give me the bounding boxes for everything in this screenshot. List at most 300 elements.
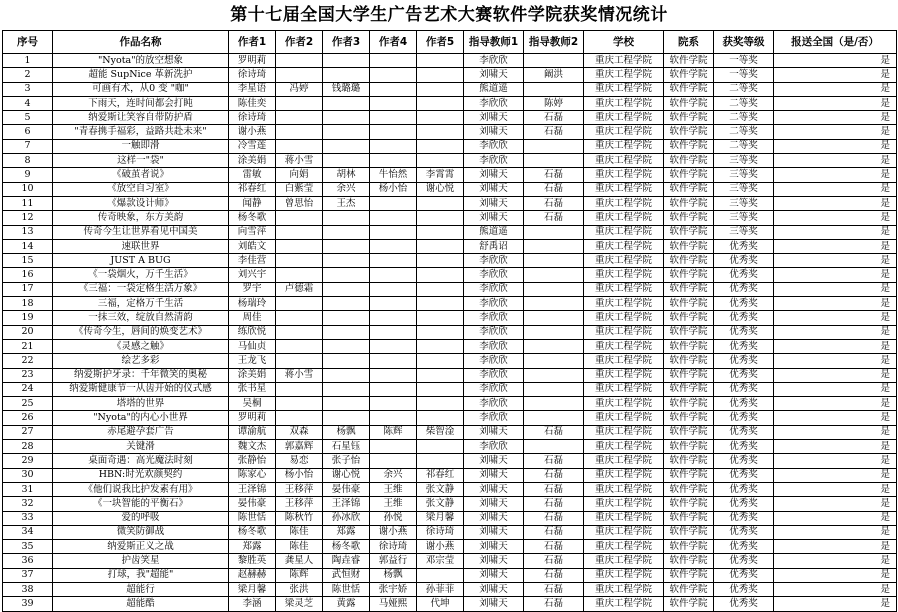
cell-advisor2: 石磊	[524, 525, 584, 539]
cell-author1: 罗宇	[229, 282, 276, 296]
cell-award-level: 优秀奖	[714, 582, 774, 596]
cell-advisor2	[524, 339, 584, 353]
cell-department: 软件学院	[664, 497, 714, 511]
cell-department: 软件学院	[664, 482, 714, 496]
cell-national-submission: 是	[774, 211, 897, 225]
cell-index: 23	[3, 368, 53, 382]
cell-advisor1: 熊道遥	[464, 225, 524, 239]
cell-author3	[323, 54, 370, 68]
cell-department: 软件学院	[664, 368, 714, 382]
cell-advisor1: 李欣欣	[464, 440, 524, 454]
cell-index: 1	[3, 54, 53, 68]
cell-author4	[370, 96, 417, 110]
cell-school: 重庆工程学院	[584, 511, 664, 525]
cell-author2: 陈佳	[276, 540, 323, 554]
cell-department: 软件学院	[664, 454, 714, 468]
table-row	[3, 111, 897, 125]
cell-author5	[417, 196, 464, 210]
cell-work-title: 一触即滑	[53, 139, 229, 153]
table-row	[3, 482, 897, 496]
cell-department: 软件学院	[664, 540, 714, 554]
cell-school: 重庆工程学院	[584, 368, 664, 382]
cell-author4: 王维	[370, 497, 417, 511]
cell-national-submission: 是	[774, 282, 897, 296]
cell-award-level: 优秀奖	[714, 540, 774, 554]
cell-advisor2	[524, 297, 584, 311]
table-row	[3, 254, 897, 268]
cell-author2: 梁灵芝	[276, 597, 323, 611]
cell-advisor1: 李欣欣	[464, 254, 524, 268]
cell-award-level: 三等奖	[714, 182, 774, 196]
header-school: 学校	[584, 31, 664, 54]
cell-school: 重庆工程学院	[584, 554, 664, 568]
cell-author3: 余兴	[323, 182, 370, 196]
cell-national-submission: 是	[774, 397, 897, 411]
cell-author1: 张静怡	[229, 454, 276, 468]
cell-award-level: 优秀奖	[714, 497, 774, 511]
cell-author4: 张宇娇	[370, 582, 417, 596]
cell-author2: 曾思怡	[276, 196, 323, 210]
cell-index: 38	[3, 582, 53, 596]
cell-award-level: 三等奖	[714, 225, 774, 239]
cell-school: 重庆工程学院	[584, 425, 664, 439]
cell-department: 软件学院	[664, 168, 714, 182]
header-advisor2: 指导教师2	[524, 31, 584, 54]
table-row	[3, 497, 897, 511]
cell-award-level: 优秀奖	[714, 411, 774, 425]
cell-school: 重庆工程学院	[584, 196, 664, 210]
cell-award-level: 三等奖	[714, 168, 774, 182]
cell-index: 37	[3, 568, 53, 582]
cell-national-submission: 是	[774, 597, 897, 611]
cell-author5	[417, 568, 464, 582]
table-row	[3, 568, 897, 582]
cell-author5	[417, 368, 464, 382]
cell-advisor1: 李欣欣	[464, 382, 524, 396]
cell-author5	[417, 82, 464, 96]
cell-advisor1: 李欣欣	[464, 282, 524, 296]
cell-author2: 蒋小雪	[276, 368, 323, 382]
cell-author4	[370, 268, 417, 282]
cell-author5: 徐诗琦	[417, 525, 464, 539]
cell-school: 重庆工程学院	[584, 597, 664, 611]
cell-author1: 刘兴宇	[229, 268, 276, 282]
table-row	[3, 397, 897, 411]
cell-author2	[276, 239, 323, 253]
cell-author1: 王泽锦	[229, 482, 276, 496]
table-row	[3, 511, 897, 525]
table-row	[3, 554, 897, 568]
cell-advisor2	[524, 311, 584, 325]
table-row	[3, 339, 897, 353]
cell-work-title: 《灵感之触》	[53, 339, 229, 353]
cell-advisor2	[524, 54, 584, 68]
cell-author3: 胡林	[323, 168, 370, 182]
cell-school: 重庆工程学院	[584, 540, 664, 554]
table-row	[3, 182, 897, 196]
cell-advisor2: 石磊	[524, 196, 584, 210]
cell-advisor1: 刘啸天	[464, 568, 524, 582]
cell-author5	[417, 139, 464, 153]
cell-author4	[370, 282, 417, 296]
cell-national-submission: 是	[774, 368, 897, 382]
cell-advisor1: 刘啸天	[464, 540, 524, 554]
cell-award-level: 优秀奖	[714, 297, 774, 311]
cell-author5: 张文静	[417, 497, 464, 511]
cell-national-submission: 是	[774, 96, 897, 110]
cell-author3	[323, 239, 370, 253]
cell-advisor2	[524, 368, 584, 382]
cell-award-level: 优秀奖	[714, 440, 774, 454]
cell-author4	[370, 139, 417, 153]
cell-author4	[370, 196, 417, 210]
table-row	[3, 196, 897, 210]
cell-author2: 郭嘉辉	[276, 440, 323, 454]
cell-school: 重庆工程学院	[584, 268, 664, 282]
cell-author1: 练欣悦	[229, 325, 276, 339]
cell-award-level: 优秀奖	[714, 511, 774, 525]
cell-school: 重庆工程学院	[584, 111, 664, 125]
cell-school: 重庆工程学院	[584, 82, 664, 96]
cell-award-level: 优秀奖	[714, 382, 774, 396]
cell-author5	[417, 68, 464, 82]
cell-index: 31	[3, 482, 53, 496]
cell-advisor2: 阚洪	[524, 68, 584, 82]
cell-author3: 晏伟豪	[323, 482, 370, 496]
cell-author1: 杨瑞玲	[229, 297, 276, 311]
cell-author2: 冯婷	[276, 82, 323, 96]
cell-advisor1: 刘啸天	[464, 468, 524, 482]
cell-author3	[323, 111, 370, 125]
cell-school: 重庆工程学院	[584, 68, 664, 82]
cell-author1: 梁月馨	[229, 582, 276, 596]
cell-author5: 柴智淦	[417, 425, 464, 439]
cell-author4	[370, 211, 417, 225]
cell-award-level: 优秀奖	[714, 368, 774, 382]
cell-work-title: 《他们说我比护发素有用》	[53, 482, 229, 496]
cell-author3	[323, 297, 370, 311]
cell-school: 重庆工程学院	[584, 497, 664, 511]
cell-index: 25	[3, 397, 53, 411]
cell-author1: 周佳	[229, 311, 276, 325]
cell-author2	[276, 96, 323, 110]
cell-national-submission: 是	[774, 254, 897, 268]
cell-index: 36	[3, 554, 53, 568]
cell-author2: 卢德霜	[276, 282, 323, 296]
cell-author5: 谢心悦	[417, 182, 464, 196]
cell-school: 重庆工程学院	[584, 182, 664, 196]
cell-author1: 张书星	[229, 382, 276, 396]
cell-work-title: 《一块智能的平衡石》	[53, 497, 229, 511]
cell-author2	[276, 54, 323, 68]
cell-department: 软件学院	[664, 225, 714, 239]
cell-author1: 马仙贞	[229, 339, 276, 353]
header-author3: 作者3	[323, 31, 370, 54]
cell-department: 软件学院	[664, 425, 714, 439]
cell-author5	[417, 297, 464, 311]
cell-author2: 张洪	[276, 582, 323, 596]
table-row	[3, 68, 897, 82]
cell-author2: 易恋	[276, 454, 323, 468]
cell-national-submission: 是	[774, 468, 897, 482]
cell-index: 27	[3, 425, 53, 439]
cell-work-title: 《放空自习室》	[53, 182, 229, 196]
cell-index: 18	[3, 297, 53, 311]
cell-author2	[276, 111, 323, 125]
cell-index: 13	[3, 225, 53, 239]
cell-advisor2: 石磊	[524, 597, 584, 611]
cell-author3	[323, 411, 370, 425]
cell-author3: 张子怡	[323, 454, 370, 468]
cell-author5	[417, 397, 464, 411]
cell-school: 重庆工程学院	[584, 354, 664, 368]
cell-award-level: 优秀奖	[714, 239, 774, 253]
cell-advisor2	[524, 225, 584, 239]
cell-author3: 王杰	[323, 196, 370, 210]
cell-advisor2: 石磊	[524, 568, 584, 582]
table-row	[3, 368, 897, 382]
cell-work-title: 超能酷	[53, 597, 229, 611]
cell-index: 12	[3, 211, 53, 225]
cell-author4: 余兴	[370, 468, 417, 482]
cell-author2	[276, 325, 323, 339]
cell-author1: 陈家心	[229, 468, 276, 482]
cell-award-level: 三等奖	[714, 211, 774, 225]
cell-index: 17	[3, 282, 53, 296]
cell-advisor2	[524, 411, 584, 425]
cell-school: 重庆工程学院	[584, 168, 664, 182]
cell-advisor1: 刘啸天	[464, 182, 524, 196]
cell-author2: 陈秋竹	[276, 511, 323, 525]
cell-department: 软件学院	[664, 397, 714, 411]
cell-author5: 李霄霄	[417, 168, 464, 182]
cell-author4: 陈辉	[370, 425, 417, 439]
cell-author1: 杨冬歌	[229, 211, 276, 225]
cell-school: 重庆工程学院	[584, 225, 664, 239]
cell-award-level: 优秀奖	[714, 311, 774, 325]
cell-advisor1: 李欣欣	[464, 54, 524, 68]
header-author5: 作者5	[417, 31, 464, 54]
cell-author4	[370, 154, 417, 168]
cell-advisor2: 石磊	[524, 482, 584, 496]
cell-award-level: 优秀奖	[714, 268, 774, 282]
cell-national-submission: 是	[774, 411, 897, 425]
cell-author3	[323, 225, 370, 239]
cell-school: 重庆工程学院	[584, 582, 664, 596]
cell-advisor1: 刘啸天	[464, 211, 524, 225]
header-author4: 作者4	[370, 31, 417, 54]
cell-work-title: 关键滑	[53, 440, 229, 454]
cell-national-submission: 是	[774, 168, 897, 182]
cell-author4	[370, 68, 417, 82]
table-row	[3, 154, 897, 168]
cell-award-level: 三等奖	[714, 154, 774, 168]
cell-author3	[323, 368, 370, 382]
cell-author1: 李星语	[229, 82, 276, 96]
cell-advisor1: 刘啸天	[464, 168, 524, 182]
cell-index: 3	[3, 82, 53, 96]
cell-school: 重庆工程学院	[584, 468, 664, 482]
cell-author1: 罗明莉	[229, 54, 276, 68]
cell-department: 软件学院	[664, 382, 714, 396]
cell-national-submission: 是	[774, 425, 897, 439]
cell-author3	[323, 397, 370, 411]
cell-author3	[323, 125, 370, 139]
table-row	[3, 268, 897, 282]
cell-author2: 蒋小雪	[276, 154, 323, 168]
cell-award-level: 二等奖	[714, 111, 774, 125]
cell-author1: 刘皓文	[229, 239, 276, 253]
cell-work-title: "Nyota"的放空想象	[53, 54, 229, 68]
cell-work-title: 超能 SupNice 革新洗护	[53, 68, 229, 82]
cell-national-submission: 是	[774, 482, 897, 496]
cell-school: 重庆工程学院	[584, 382, 664, 396]
cell-award-level: 优秀奖	[714, 339, 774, 353]
cell-advisor1: 刘啸天	[464, 196, 524, 210]
cell-national-submission: 是	[774, 311, 897, 325]
cell-author4	[370, 111, 417, 125]
cell-author1: 闻静	[229, 196, 276, 210]
header-row	[3, 31, 897, 54]
cell-school: 重庆工程学院	[584, 211, 664, 225]
cell-author3	[323, 282, 370, 296]
cell-award-level: 优秀奖	[714, 282, 774, 296]
cell-school: 重庆工程学院	[584, 325, 664, 339]
cell-author1: 杨冬歌	[229, 525, 276, 539]
page-title: 第十七届全国大学生广告艺术大赛软件学院获奖情况统计	[230, 5, 668, 25]
cell-award-level: 优秀奖	[714, 425, 774, 439]
cell-advisor2: 石磊	[524, 497, 584, 511]
cell-department: 软件学院	[664, 597, 714, 611]
cell-department: 软件学院	[664, 411, 714, 425]
cell-author1: 陈佳奕	[229, 96, 276, 110]
cell-work-title: 纳爱斯健康节一从齿开始的仪式感	[53, 382, 229, 396]
cell-author1: 祁春红	[229, 182, 276, 196]
cell-work-title: 赤尾避孕套广告	[53, 425, 229, 439]
cell-national-submission: 是	[774, 196, 897, 210]
cell-advisor1: 刘啸天	[464, 125, 524, 139]
header-work-title: 作品名称	[53, 31, 229, 54]
cell-advisor1: 李欣欣	[464, 154, 524, 168]
cell-award-level: 优秀奖	[714, 468, 774, 482]
cell-author1: 冷雪莲	[229, 139, 276, 153]
cell-index: 22	[3, 354, 53, 368]
cell-work-title: 传奇今生让世界看见中国美	[53, 225, 229, 239]
cell-advisor2	[524, 139, 584, 153]
cell-national-submission: 是	[774, 54, 897, 68]
cell-advisor2: 石磊	[524, 211, 584, 225]
cell-advisor1: 刘啸天	[464, 525, 524, 539]
header-department: 院系	[664, 31, 714, 54]
table-row	[3, 468, 897, 482]
cell-author2: 王移萍	[276, 482, 323, 496]
cell-advisor1: 李欣欣	[464, 325, 524, 339]
cell-department: 软件学院	[664, 554, 714, 568]
cell-author4	[370, 125, 417, 139]
table-row	[3, 540, 897, 554]
cell-author4: 王维	[370, 482, 417, 496]
cell-award-level: 二等奖	[714, 139, 774, 153]
cell-index: 16	[3, 268, 53, 282]
cell-department: 软件学院	[664, 282, 714, 296]
cell-national-submission: 是	[774, 440, 897, 454]
cell-department: 软件学院	[664, 139, 714, 153]
cell-advisor2: 石磊	[524, 425, 584, 439]
cell-author5	[417, 282, 464, 296]
cell-author1: 赵赫赫	[229, 568, 276, 582]
cell-department: 软件学院	[664, 297, 714, 311]
cell-advisor2	[524, 268, 584, 282]
table-row	[3, 525, 897, 539]
cell-advisor2	[524, 239, 584, 253]
table-row	[3, 239, 897, 253]
cell-author3: 谢心悦	[323, 468, 370, 482]
cell-advisor1: 舒禹诏	[464, 239, 524, 253]
cell-author2	[276, 311, 323, 325]
cell-advisor2: 石磊	[524, 554, 584, 568]
cell-author3	[323, 325, 370, 339]
cell-author4	[370, 354, 417, 368]
cell-national-submission: 是	[774, 82, 897, 96]
cell-author5	[417, 339, 464, 353]
cell-department: 软件学院	[664, 96, 714, 110]
cell-school: 重庆工程学院	[584, 339, 664, 353]
cell-national-submission: 是	[774, 68, 897, 82]
cell-work-title: 桌面奇遇：高光魔法时刻	[53, 454, 229, 468]
cell-author2	[276, 211, 323, 225]
cell-school: 重庆工程学院	[584, 282, 664, 296]
cell-advisor2: 石磊	[524, 511, 584, 525]
cell-award-level: 优秀奖	[714, 554, 774, 568]
cell-author4: 马娅熙	[370, 597, 417, 611]
cell-author3	[323, 311, 370, 325]
cell-national-submission: 是	[774, 125, 897, 139]
cell-national-submission: 是	[774, 454, 897, 468]
cell-advisor1: 刘啸天	[464, 111, 524, 125]
cell-advisor2	[524, 254, 584, 268]
cell-author3: 郑露	[323, 525, 370, 539]
cell-department: 软件学院	[664, 211, 714, 225]
header-advisor1: 指导教师1	[464, 31, 524, 54]
cell-author1: 涂美娟	[229, 368, 276, 382]
cell-work-title: 护齿笑星	[53, 554, 229, 568]
cell-author5: 张文静	[417, 482, 464, 496]
cell-school: 重庆工程学院	[584, 311, 664, 325]
cell-work-title: 《爆款设计师》	[53, 196, 229, 210]
cell-award-level: 优秀奖	[714, 325, 774, 339]
cell-author1: 涂美娟	[229, 154, 276, 168]
cell-work-title: 微笑防御战	[53, 525, 229, 539]
cell-department: 软件学院	[664, 468, 714, 482]
cell-author2: 白紫莹	[276, 182, 323, 196]
cell-index: 14	[3, 239, 53, 253]
cell-author4	[370, 325, 417, 339]
cell-school: 重庆工程学院	[584, 125, 664, 139]
cell-index: 9	[3, 168, 53, 182]
cell-national-submission: 是	[774, 582, 897, 596]
cell-department: 软件学院	[664, 525, 714, 539]
cell-author2: 杨小怡	[276, 468, 323, 482]
cell-index: 7	[3, 139, 53, 153]
cell-author4	[370, 397, 417, 411]
cell-award-level: 优秀奖	[714, 397, 774, 411]
table-row	[3, 282, 897, 296]
cell-author2: 王移萍	[276, 497, 323, 511]
cell-author2: 向娟	[276, 168, 323, 182]
cell-author5	[417, 54, 464, 68]
cell-author5	[417, 354, 464, 368]
cell-advisor1: 李欣欣	[464, 368, 524, 382]
